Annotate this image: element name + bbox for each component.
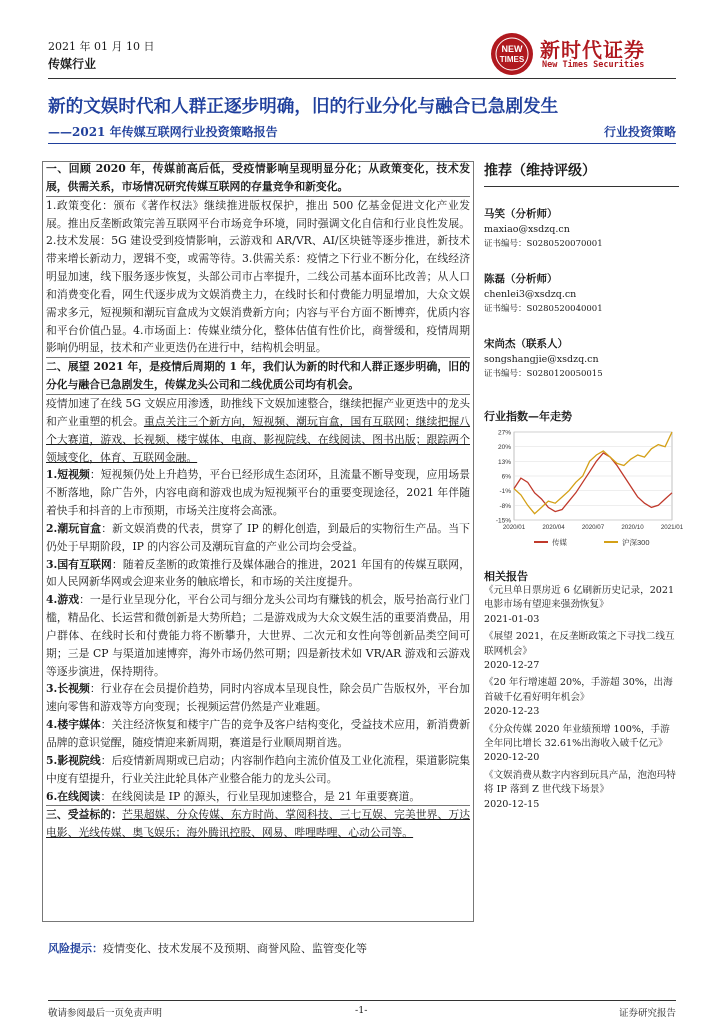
legend-label: 沪深300 — [622, 538, 650, 547]
item-label: 6.在线阅读 — [46, 789, 101, 803]
legend-label: 传媒 — [552, 538, 567, 547]
logo-text-cn: 新时代证券 — [540, 38, 645, 62]
item-label: 5.影视院线 — [46, 753, 101, 767]
y-tick-label: 13% — [497, 458, 511, 466]
y-tick-label: -1% — [499, 488, 511, 496]
item-label: 1.短视频 — [46, 468, 90, 482]
risk-label: 风险提示： — [48, 942, 103, 955]
list-item — [46, 591, 470, 680]
x-tick-label: 2020/01 — [502, 524, 526, 531]
footer-divider — [48, 1000, 676, 1001]
item-label: 4.楼宇媒体 — [46, 718, 101, 732]
section-3-label: 三、受益标的： — [46, 808, 123, 822]
footer-report-type: 证券研究报告 — [618, 1008, 676, 1019]
report-title-text[interactable]: 《20 年行增速超 20%，手游超 30%，出海首破千亿看好明年机会》 — [484, 677, 673, 703]
item-text: ：在线阅读是 IP 的源头，行业呈现加速整合，是 21 年重要赛道。 — [100, 789, 421, 803]
item-label: 3.国有互联网 — [46, 557, 112, 571]
item-text: ：行业存在会员提价趋势，同时内容成本呈现良性，除会员广告版权外，平台加速向零售和游戏等方向变现；长视频运营仍然是产业难题。 — [46, 682, 470, 714]
report-title-text[interactable]: 《展望 2021，在反垄断政策之下寻找二线互联网机会》 — [484, 631, 675, 657]
section-3 — [46, 805, 470, 842]
report-item[interactable] — [484, 630, 679, 673]
analyst-cert: 证书编号：S0280120050015 — [484, 369, 603, 379]
report-title-text[interactable]: 《文娱消费从数字内容到玩具产品，泡泡玛特将 IP 落到 Z 世代线下场景》 — [484, 769, 676, 796]
report-date-text: 2020-12-23 — [484, 706, 540, 718]
analyst-email: chenlei3@xsdzq.cn — [484, 289, 577, 300]
item-label: 4.游戏 — [46, 593, 80, 607]
analyst-email: maxiao@xsdzq.cn — [484, 224, 570, 235]
section-2-focus: 重点关注三个新方向，短视频、潮玩盲盒，国有互联网；继续把握八个大赛道，游戏、长视频、楼宇媒体、电商、影视院线、在线阅读、图书出版；跟踪两个领域变化，体育、互联网金融。 — [46, 414, 471, 464]
list-item — [46, 788, 470, 806]
y-tick-label: 27% — [497, 429, 511, 437]
title-divider — [48, 143, 676, 144]
analyst-card — [484, 337, 679, 382]
analyst-cert: 证书编号：S0280520070001 — [484, 239, 603, 249]
related-reports-title: 相关报告 — [484, 570, 528, 583]
risk-text: 疫情变化、技术发展不及预期、商誉风险、监管变化等 — [103, 942, 367, 955]
page-number: -1- — [355, 1005, 368, 1016]
report-type-label: 行业投资策略 — [603, 125, 676, 139]
item-text: ：后疫情新周期或已启动；内容制作趋向主流价值及工业化流程，渠道影院集中度有望提升，行业关注此轮具体产业整合能力的龙头公司。 — [46, 753, 470, 785]
report-item[interactable] — [484, 723, 679, 766]
x-tick-label: 2020/07 — [581, 524, 605, 531]
section-1-body: 1.政策变化：颁布《著作权法》继续推进版权保护，推出 500 亿基金促进文化产业发展。推出反垄断政策完善互联网平台市场竞争环境，同时强调文化自信和行业良性发展。2.技术发展：5G 建设受到疫情影响，云游戏和 AR/VR、AI/区块链等逐步推进，新技术带来增长新动力，逻辑不变，或需等待。3.供需关系：疫情之下行业不断分化，在线经济明显加速，线下服务逐步恢复，头部公司市占率提升，二线公司基本面环比改善；从人口和消费变化看，网生代逐步成为文娱消费主力，在线时长和付费能力明显增加，大众文娱需求多元，短视频和潮玩盲盒成为文娱消费新方向；内容与平台方面不断博弈，优质内容和平台价值凸显。4.市场面上：传媒业绩分化，整体估值有性价比，商誉缓和，疫情周期影响仍明显，技术和产业更迭仍在进行中，结构机会明显。 — [46, 196, 470, 358]
report-title-text[interactable]: 《元旦单日票房近 6 亿刷新历史记录，2021 电影市场有望迎来强劲恢复》 — [484, 585, 675, 611]
report-title-text[interactable]: 《分众传媒 2020 年业绩预增 100%，手游全年同比增长 32.61%出海收入破千亿元》 — [484, 723, 670, 750]
item-text: ：短视频仍处上升趋势，平台已经形成生态闭环，且流量不断导变现，应用场景不断落地，除广告外，内容电商和游戏也成为短视频平台的重要变现途径，2021 年伴随着快手和抖音的上市预期，市场关注度将会高涨。 — [46, 468, 470, 518]
list-item — [46, 466, 470, 520]
section-3-stocks: 芒果超媒、分众传媒、东方时尚、掌阅科技、三七互娱、完美世界、万达电影、光线传媒、奥飞娱乐；海外腾讯控股、网易、哔哩哔哩、心动公司等。 — [46, 808, 471, 840]
logo-emblem-icon — [488, 30, 538, 78]
company-logo — [488, 30, 678, 78]
report-title: 新的文娱时代和人群正逐步明确，旧的行业分化与融合已急剧发生 — [48, 96, 559, 117]
analyst-card — [484, 272, 679, 317]
chart-title: 行业指数—年走势 — [484, 410, 572, 423]
analyst-cert: 证书编号：S0280520040001 — [484, 304, 603, 314]
report-date: 2021 年 01 月 10 日 — [48, 40, 155, 53]
report-item[interactable] — [484, 676, 679, 719]
index-chart-svg — [484, 424, 684, 552]
analyst-email: songshangjie@xsdzq.cn — [484, 354, 599, 365]
item-text: ：一是行业呈现分化，平台公司与细分龙头公司均有赚钱的机会，版号抬高行业门槛，精品化、长运营和微创新是大势所趋；二是游戏成为大众文娱生活的重要消费品，用户群体、在线时长和付费能力将不断攀升，大世界、二次元和女性向等创新品类空间可期；三是 CP 与渠道加速博弈，海外市场仍然可期；四是新技术如 VR/AR 游戏和云游戏等逐步演进，保持期待。 — [46, 593, 470, 678]
section-2-intro — [46, 394, 470, 466]
risk-warning — [48, 940, 367, 956]
report-item[interactable] — [484, 769, 679, 812]
item-text: ：随着反垄断的政策推行及媒体融合的推进，2021 年国有的传媒互联网，如人民网新华网或会迎来业务的触底增长，和市场的关注度提升。 — [46, 557, 470, 589]
footer-disclaimer: 敬请参阅最后一页免责声明 — [48, 1008, 163, 1019]
analyst-name: 宋尚杰（联系人） — [484, 338, 568, 350]
y-tick-label: 6% — [501, 473, 511, 481]
x-tick-label: 2020/10 — [621, 524, 644, 531]
report-date-text: 2021-01-03 — [484, 613, 540, 625]
summary-body — [42, 160, 474, 842]
list-item — [46, 752, 470, 788]
list-item — [46, 680, 470, 716]
list-item — [46, 556, 470, 592]
sidebar — [484, 160, 679, 382]
series-line-media — [514, 453, 672, 512]
rating-label: 推荐（维持评级） — [484, 160, 679, 187]
report-subtitle: ——2021 年传媒互联网行业投资策略报告 — [48, 125, 278, 139]
report-date-text: 2020-12-20 — [484, 752, 540, 764]
index-chart — [484, 424, 684, 552]
x-tick-label: 2021/01 — [660, 524, 684, 531]
section-2-heading: 二、展望 2021 年，是疫情后周期的 1 年，我们认为新的时代和人群正逐步明确，旧的分化与融合已急剧发生，传媒龙头公司和二线优质公司均有机会。 — [46, 357, 470, 394]
x-tick-label: 2020/04 — [542, 524, 565, 531]
header-divider — [48, 78, 676, 79]
svg-text:NEW: NEW — [501, 44, 523, 54]
related-reports-list — [484, 584, 679, 815]
analyst-name: 陈磊（分析师） — [484, 273, 558, 285]
industry-label: 传媒行业 — [48, 57, 97, 71]
section-1-heading: 一、回顾 2020 年，传媒前高后低，受疫情影响呈现明显分化；从政策变化，技术发展，供需关系，市场情况研究传媒互联网的存量竞争和新变化。 — [46, 162, 470, 193]
svg-text:TIMES: TIMES — [499, 55, 525, 64]
item-label: 3.长视频 — [46, 682, 90, 696]
item-label: 2.潮玩盲盒 — [46, 521, 102, 535]
y-tick-label: 20% — [497, 444, 511, 452]
report-date-text: 2020-12-15 — [484, 798, 540, 810]
logo-text-en: New Times Securities — [542, 60, 645, 70]
section-2-intro-text: 疫情加速了在线 5G 文娱应用渗透，助推线下文娱加速整合，继续把握产业更迭中的龙头和产业重塑的机会。 — [46, 396, 470, 428]
y-tick-label: -15% — [495, 517, 511, 525]
item-text: ：新文娱消费的代表，贯穿了 IP 的孵化创造，到最后的实物衍生产品。当下仍处于早期阶段，IP 的内容公司及潮玩盲盒的产业公司均会受益。 — [46, 521, 470, 553]
series-line-hs300 — [514, 432, 672, 514]
list-item — [46, 520, 470, 556]
report-date-text: 2020-12-27 — [484, 660, 540, 672]
item-text: ：关注经济恢复和楼宇广告的竞争及客户结构变化，受益技术应用，新消费新品牌的意识觉醒，随疫情迎来新周期，赛道是行业顺周期首选。 — [46, 718, 470, 749]
analyst-name: 马笑（分析师） — [484, 208, 558, 220]
y-tick-label: -8% — [499, 502, 511, 510]
list-item — [46, 716, 470, 752]
report-item[interactable] — [484, 584, 679, 627]
analyst-card — [484, 207, 679, 252]
